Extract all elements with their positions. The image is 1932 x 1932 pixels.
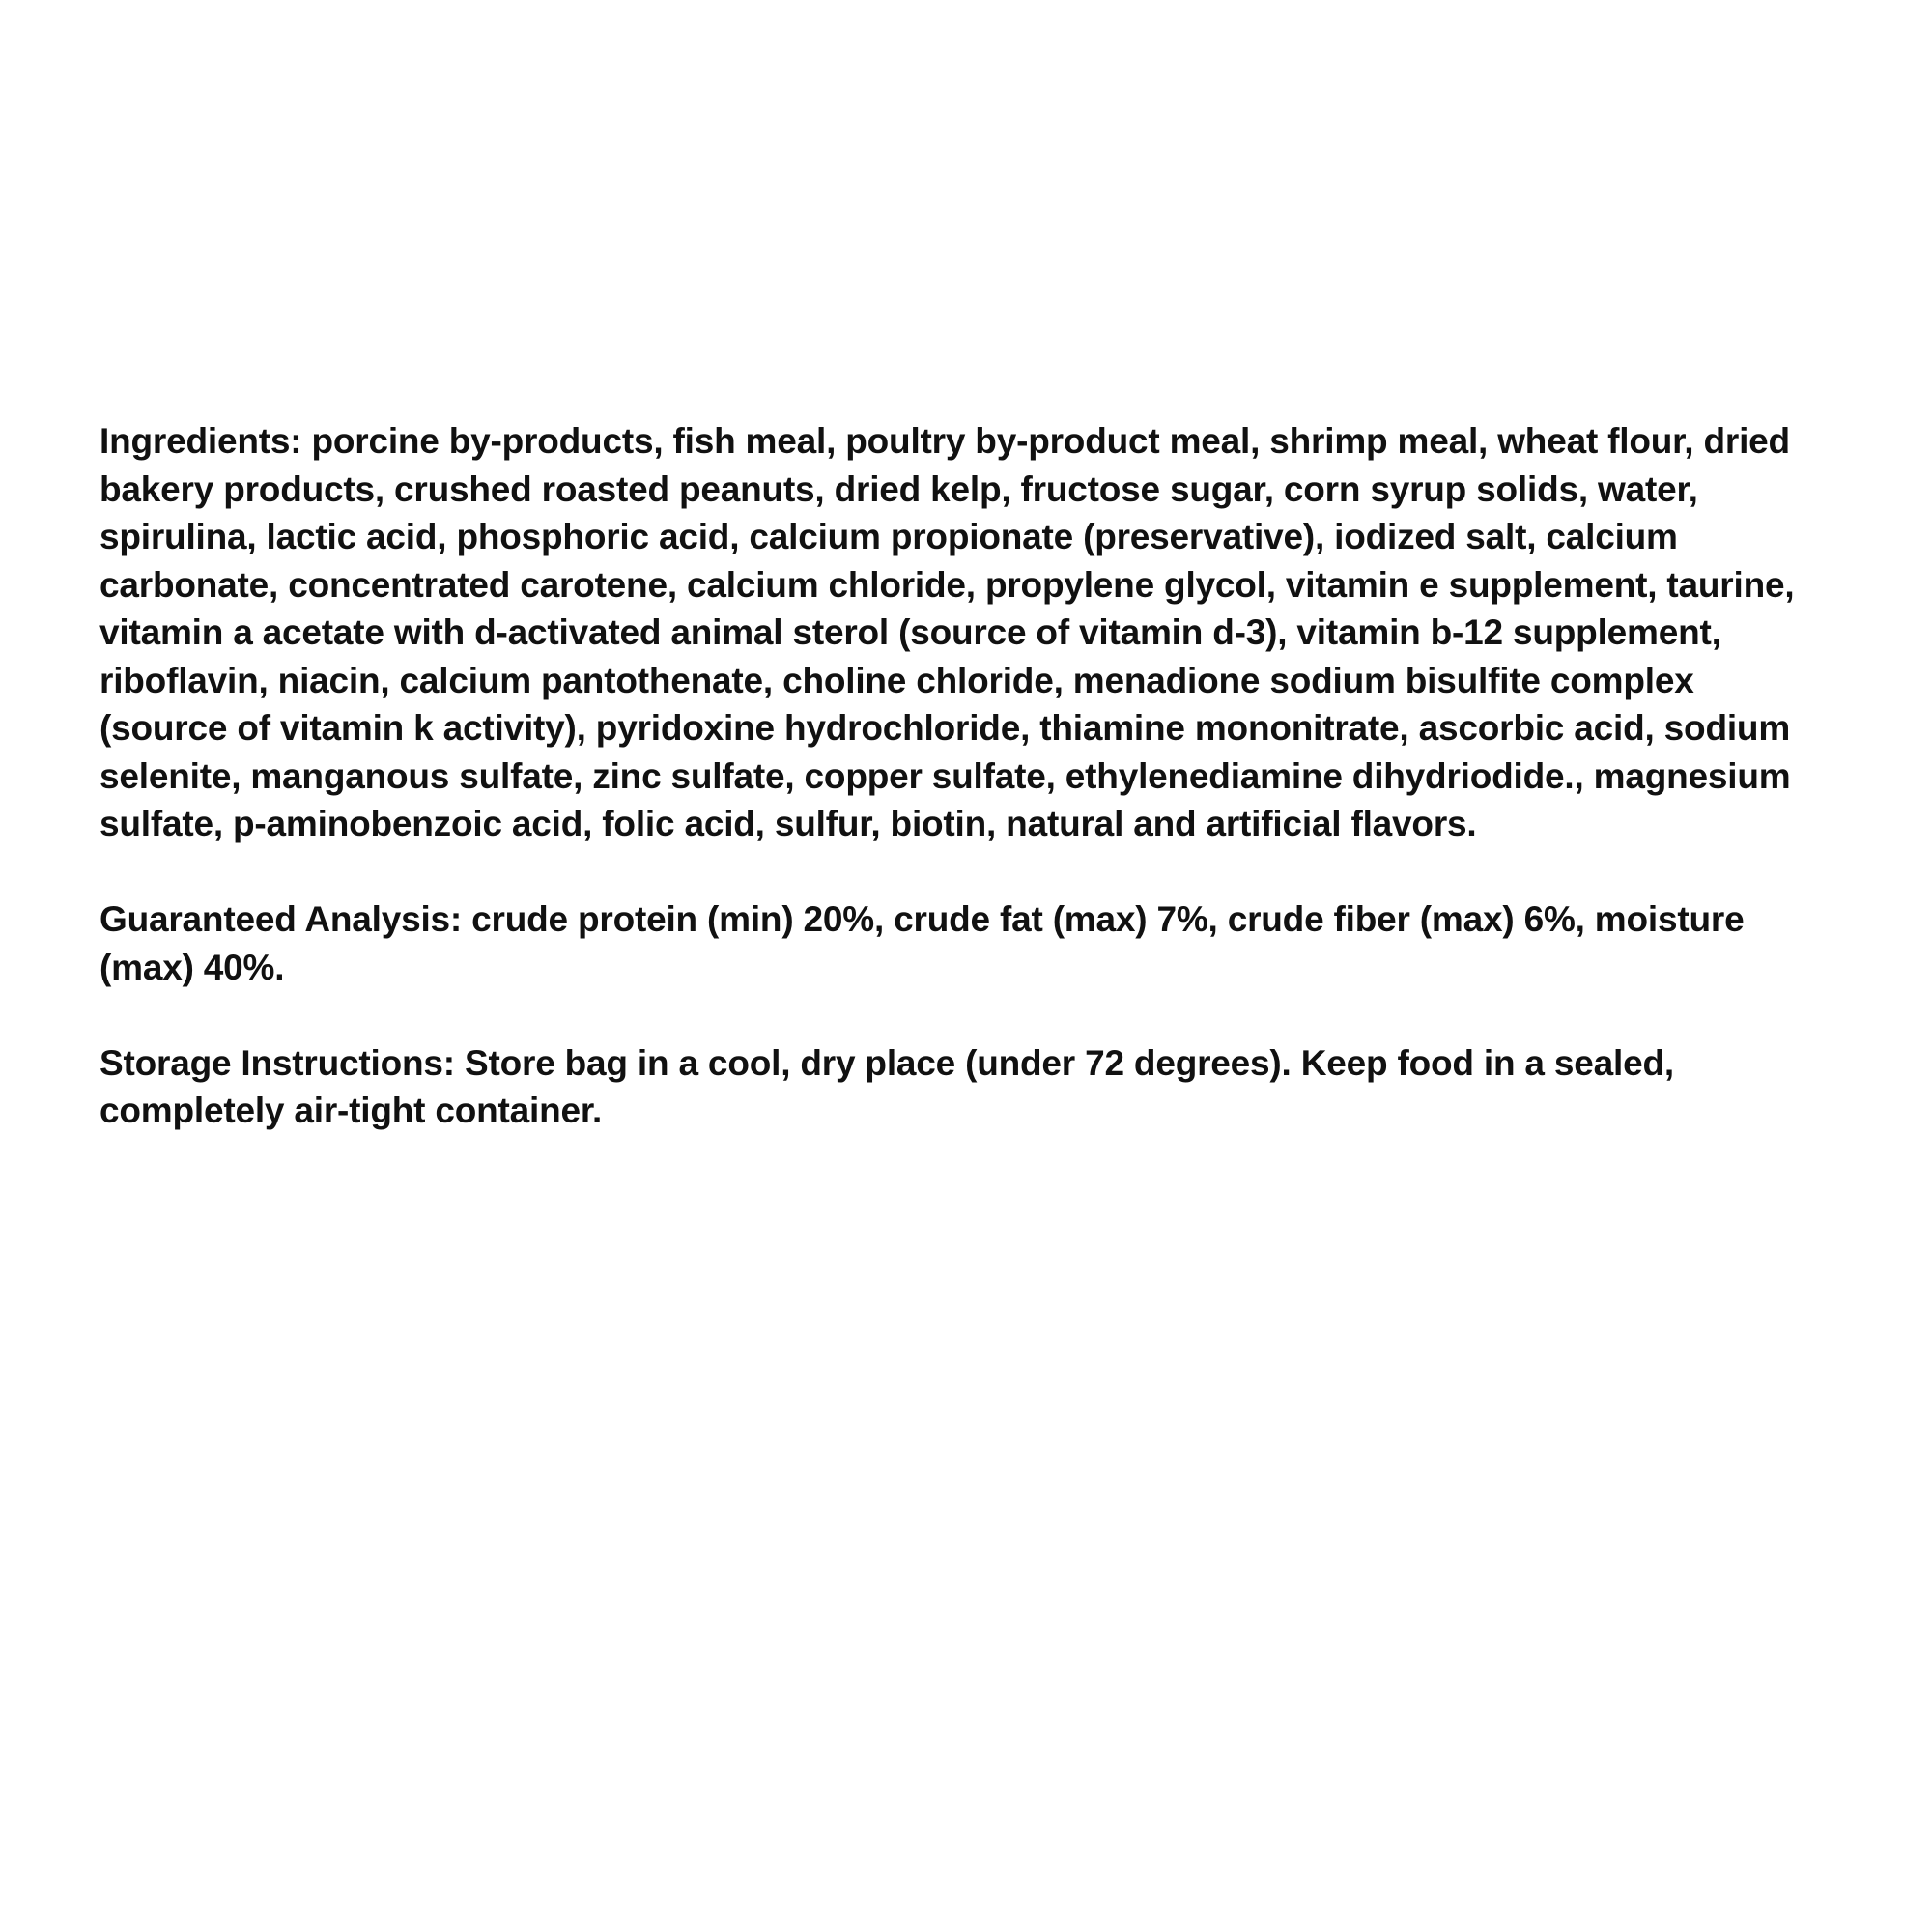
storage-instructions-title: Storage Instructions: (99, 1042, 455, 1083)
guaranteed-analysis-title: Guaranteed Analysis: (99, 899, 463, 939)
ingredients-title: Ingredients: (99, 421, 302, 461)
guaranteed-analysis-section (99, 895, 1800, 991)
product-label-text (99, 417, 1800, 1135)
ingredients-section (99, 417, 1800, 848)
guaranteed-analysis-values: crude protein (min) 20%, crude fat (max) 7%, crude fiber (max) 6%, moisture (max) 40%. (99, 899, 1745, 987)
ingredients-list: porcine by-products, fish meal, poultry by-product meal, shrimp meal, wheat flour, dried bakery products, crushed roasted peanuts, dried kelp, fructose sugar, corn syrup solids, water, spirulina, lactic acid, phosphoric acid, calcium propionate (preservative), iodized salt, calcium carbonate, concentrated carotene, calcium chloride, propylene glycol, vitamin e supplement, taurine, vitamin a acetate with d-activated animal sterol (source of vitamin d-3), vitamin b-12 supplement, riboflavin, niacin, calcium pantothenate, choline chloride, menadione sodium bisulfite complex (source of vitamin k activity), pyridoxine hydrochloride, thiamine mononitrate, ascorbic acid, sodium selenite, manganous sulfate, zinc sulfate, copper sulfate, ethylenediamine dihydriodide., magnesium sulfate, p-aminobenzoic acid, folic acid, sulfur, biotin, natural and artificial flavors. (99, 421, 1795, 843)
storage-instructions-text: Store bag in a cool, dry place (under 72 degrees). Keep food in a sealed, completely air-tight container. (99, 1042, 1674, 1130)
storage-instructions-section (99, 1039, 1800, 1135)
